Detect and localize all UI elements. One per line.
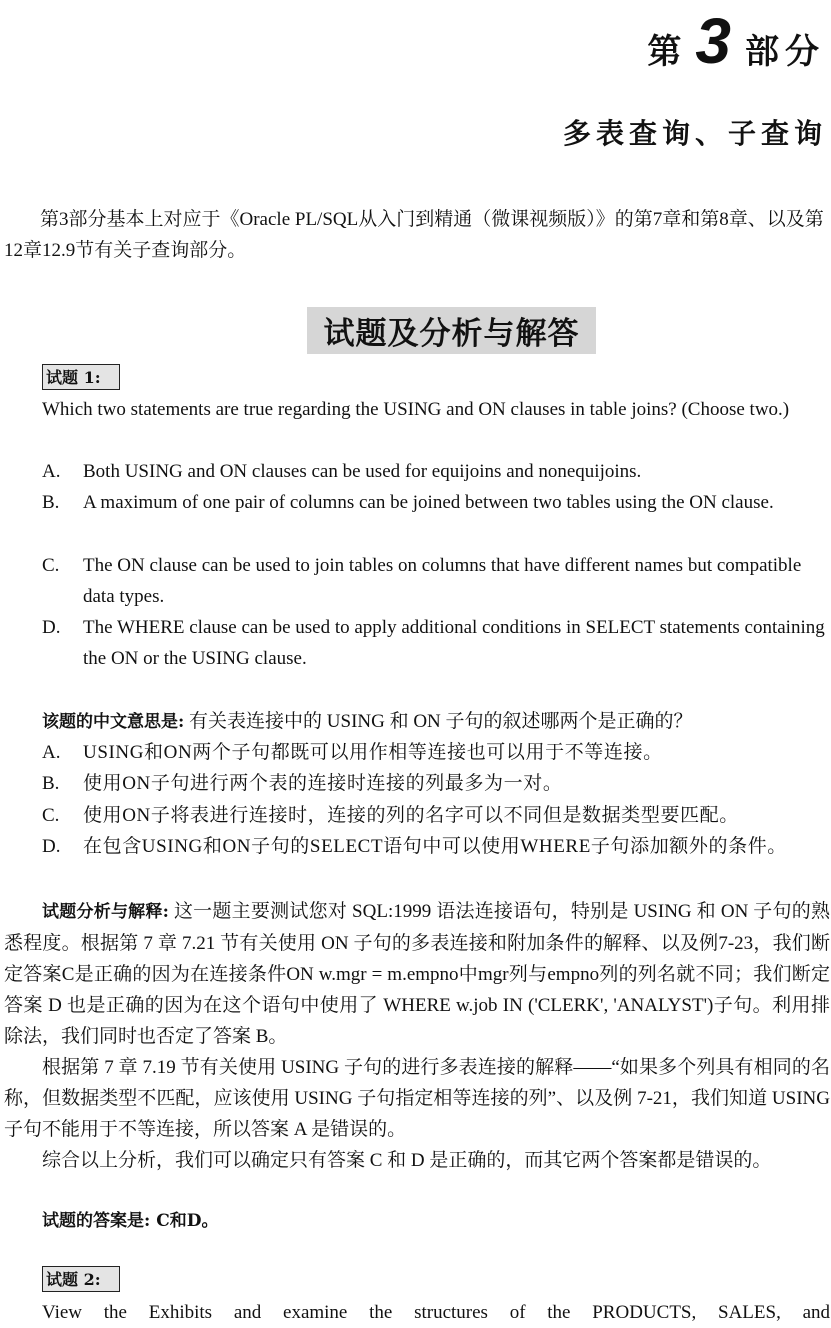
zh-option-b (42, 768, 827, 799)
section-banner: 试题及分析与解答 (307, 307, 596, 354)
option-letter: D. (42, 836, 61, 857)
option-text: Both USING and ON clauses can be used for equijoins and nonequijoins. (83, 461, 642, 482)
part-heading (647, 4, 825, 77)
chinese-meaning-text: 有关表连接中的 USING 和 ON 子句的叙述哪两个是正确的？ (189, 711, 693, 732)
intro-paragraph: 第3部分基本上对应于《Oracle PL/SQL从入门到精通（微课视频版）》的第7章和第8章、以及第12章12.9节有关子查询部分。 (4, 209, 824, 261)
option-letter: C. (42, 805, 60, 826)
part-number: 3 (695, 5, 731, 77)
chinese-meaning-label: 该题的中文意思是: (42, 712, 185, 732)
zh-option-c (42, 800, 827, 831)
option-text: 使用ON子将表进行连接时，连接的列的名字可以不同但是数据类型要匹配。 (83, 805, 739, 826)
option-letter: A. (42, 742, 61, 763)
option-c (42, 550, 827, 612)
analysis-label: 试题分析与解释: (42, 902, 169, 922)
part-prefix: 第 (647, 32, 688, 72)
option-b (42, 487, 827, 518)
question-2-label: 试题 2: (42, 1266, 120, 1292)
analysis-text: 这一题主要测试您对 SQL:1999 语法连接语句，特别是 USING 和 ON 子句的熟悉程度。根据第 7 章 7.21 节有关使用 ON 子句的多表连接和附加条件的解释、以及例7-23，我们断定答案C是正确的因为在连接条件ON w.mgr = m.empno中mgr列与empno列的列名就不同；我们断定答案 D 也是正确的因为在这个语句中使用了 WHERE w.job IN ('CLERK', 'ANALYST')子句。利用排除法，我们同时也否定了答案 B。 (4, 901, 830, 1047)
part-suffix: 部分 (745, 32, 825, 72)
analysis-paragraph-2: 根据第 7 章 7.19 节有关使用 USING 子句的进行多表连接的解释——“如果多个列具有相同的名称，但数据类型不匹配，应该使用 USING 子句指定相等连接的列”、以及例 7-21，我们知道 USING 子句不能用于不等连接，所以答案 A 是错误的。 (4, 1057, 830, 1140)
option-letter: B. (42, 492, 60, 513)
option-letter: D. (42, 617, 61, 638)
option-text: The WHERE clause can be used to apply additional conditions in SELECT statements containing the ON or the USING clause. (83, 617, 825, 669)
analysis-paragraph-1 (4, 896, 830, 1052)
chinese-meaning (42, 706, 822, 738)
option-a (42, 456, 827, 487)
question-2-text: View the Exhibits and examine the structures of the PRODUCTS, SALES, and (42, 1302, 830, 1323)
option-text: USING和ON两个子句都既可以用作相等连接也可以用于不等连接。 (83, 742, 663, 763)
zh-option-d (42, 831, 827, 862)
analysis-paragraph-3: 综合以上分析，我们可以确定只有答案 C 和 D 是正确的，而其它两个答案都是错误的。 (42, 1150, 772, 1171)
chapter-subtitle: 多表查询、子查询 (562, 117, 827, 150)
question-1-text: Which two statements are true regarding the USING and ON clauses in table joins? (Choose two.) (42, 399, 790, 420)
option-text: A maximum of one pair of columns can be joined between two tables using the ON clause. (83, 492, 774, 513)
option-text: 使用ON子句进行两个表的连接时连接的列最多为一对。 (83, 773, 563, 794)
option-d (42, 612, 827, 674)
question-1-label: 试题 1: (42, 364, 120, 390)
option-letter: B. (42, 773, 60, 794)
answer-line: 试题的答案是: C和D。 (42, 1211, 219, 1231)
option-letter: A. (42, 461, 61, 482)
option-letter: C. (42, 555, 60, 576)
option-text: 在包含USING和ON子句的SELECT语句中可以使用WHERE子句添加额外的条件。 (83, 836, 787, 857)
zh-option-a (42, 737, 827, 768)
option-text: The ON clause can be used to join tables on columns that have different names but compatible data types. (83, 555, 802, 607)
